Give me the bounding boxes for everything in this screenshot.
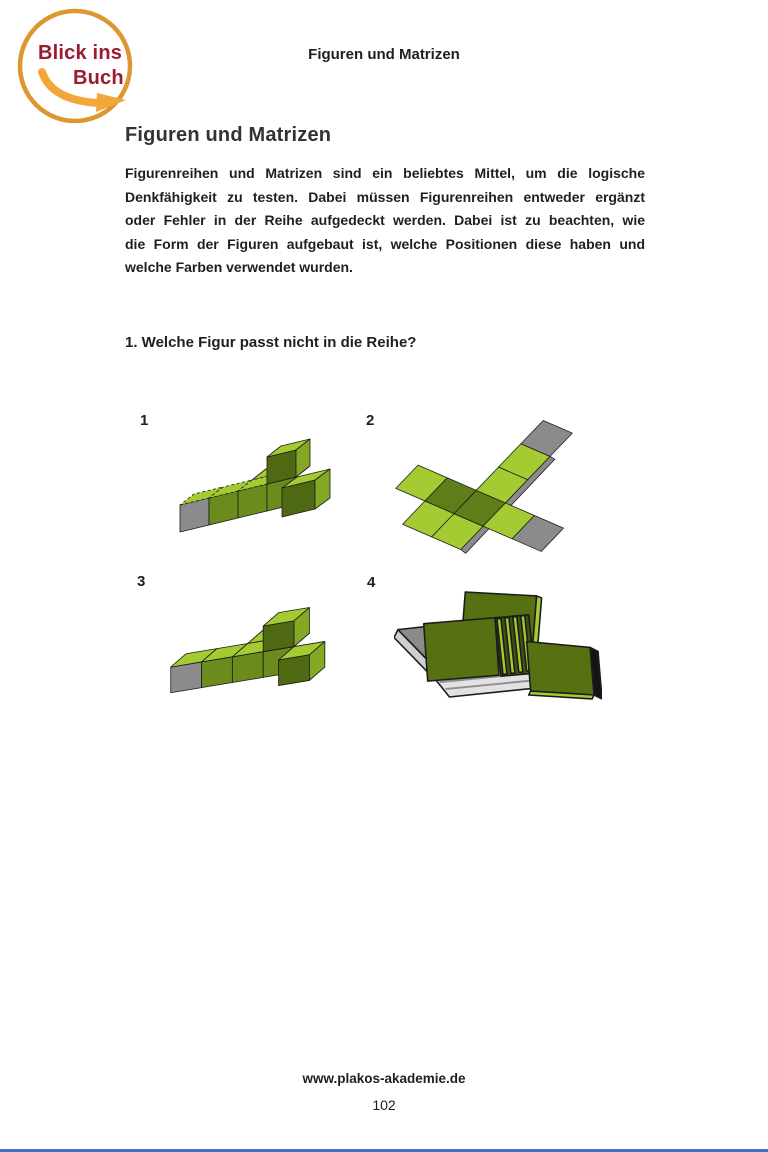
- figure-option-2-flat-net-image: [388, 403, 582, 566]
- figure-option-4-slabs-image: [394, 584, 602, 701]
- section-heading: Figuren und Matrizen: [125, 124, 332, 146]
- running-header-title: Figuren und Matrizen: [308, 46, 460, 63]
- figure-4-label: 4: [367, 574, 376, 591]
- figure-option-3-cubes-image: [158, 588, 354, 701]
- page-number: 102: [372, 1097, 396, 1113]
- right-slab: [527, 642, 602, 699]
- footer-website: www.plakos-akademie.de: [302, 1071, 466, 1086]
- figure-1-label: 1: [140, 412, 149, 429]
- paragraph-line: Figurenreihen und Matrizen sind ein beliebtes Mittel, um die logische: [125, 165, 645, 181]
- paragraph-line: welche Farben verwendet wurden.: [125, 259, 353, 275]
- intro-paragraph: [125, 162, 645, 280]
- paragraph-line: die Form der Figuren aufgebaut ist, welche Positionen diese haben und: [125, 235, 645, 252]
- blick-ins-buch-logo: [12, 6, 140, 132]
- figure-2-label: 2: [366, 412, 375, 429]
- logo-text-line1: Blick ins: [38, 42, 123, 64]
- question-text: 1. Welche Figur passt nicht in die Reihe?: [125, 334, 417, 351]
- paragraph-line: oder Fehler in der Reihe aufgedeckt werden. Dabei ist zu beachten, wie: [125, 212, 645, 228]
- figure-3-label: 3: [137, 573, 146, 590]
- paragraph-line: Denkfähigkeit zu testen. Dabei müssen Figurenreihen entweder ergänzt: [125, 188, 645, 205]
- figure-option-1-cubes-image: [168, 432, 348, 540]
- logo-text-line2: Buch: [73, 67, 124, 89]
- center-slab: [424, 618, 499, 681]
